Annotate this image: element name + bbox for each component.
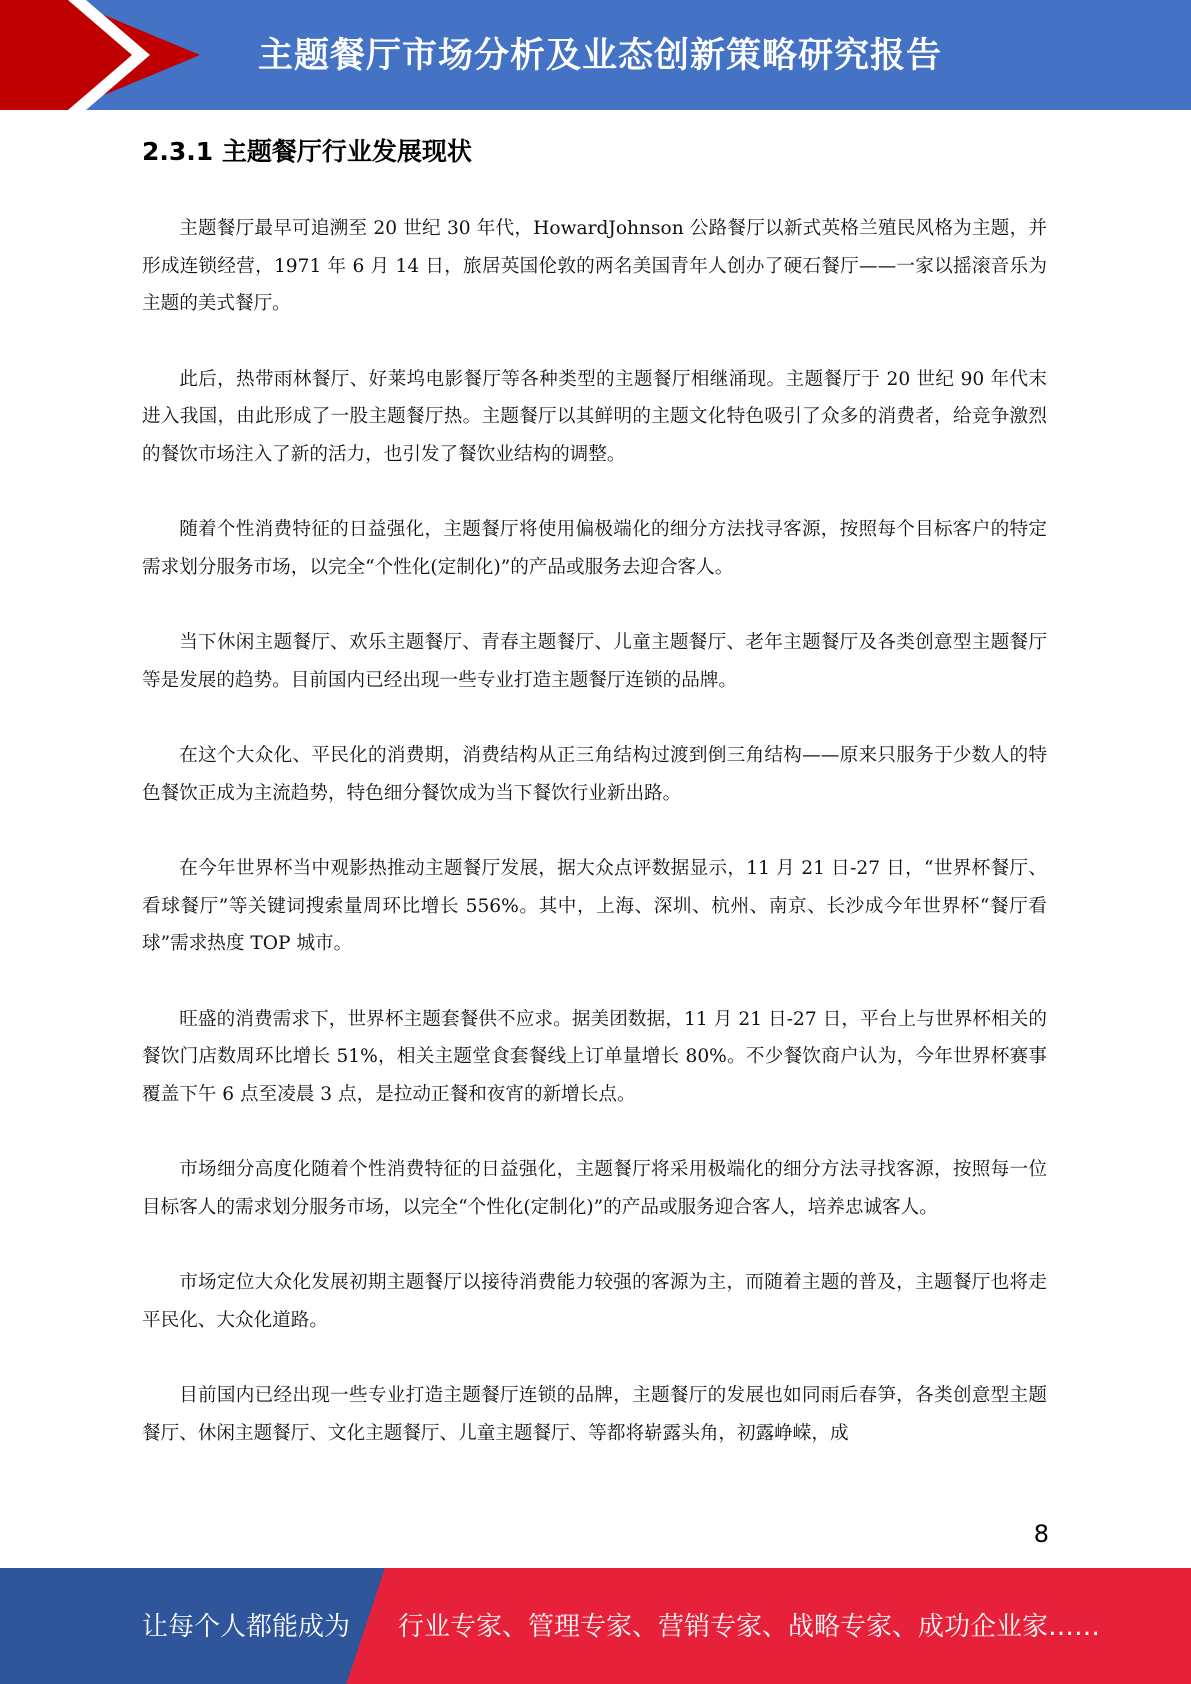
report-title: 主题餐厅市场分析及业态创新策略研究报告	[258, 36, 943, 76]
paragraph: 主题餐厅最早可追溯至 20 世纪 30 年代，HowardJohnson 公路餐厅以新式英格兰殖民风格为主题，并形成连锁经营，1971 年 6 月 14 日，旅居英国伦敦的两名美国青年人创办了硬石餐厅——一家以摇滚音乐为主题的美式餐厅。	[142, 218, 1047, 314]
footer-slogan-left: 让每个人都能成为	[142, 1612, 351, 1642]
header-chevron-icon	[68, 0, 150, 110]
paragraph: 当下休闲主题餐厅、欢乐主题餐厅、青春主题餐厅、儿童主题餐厅、老年主题餐厅及各类创意型主题餐厅等是发展的趋势。目前国内已经出现一些专业打造主题餐厅连锁的品牌。	[142, 632, 1047, 691]
section-heading: 2.3.1 主题餐厅行业发展现状	[142, 137, 472, 166]
header-banner	[0, 0, 1191, 110]
header-red-block	[0, 0, 68, 110]
paragraph: 此后，热带雨林餐厅、好莱坞电影餐厅等各种类型的主题餐厅相继涌现。主题餐厅于 20 世纪 90 年代末进入我国，由此形成了一股主题餐厅热。主题餐厅以其鲜明的主题文化特色吸引了众多的消费者，给竞争激烈的餐饮市场注入了新的活力，也引发了餐饮业结构的调整。	[142, 368, 1047, 465]
paragraph: 在这个大众化、平民化的消费期，消费结构从正三角结构过渡到倒三角结构——原来只服务于少数人的特色餐饮正成为主流趋势，特色细分餐饮成为当下餐饮行业新出路。	[142, 745, 1047, 804]
paragraph: 旺盛的消费需求下，世界杯主题套餐供不应求。据美团数据，11 月 21 日-27 日，平台上与世界杯相关的餐饮门店数周环比增长 51%，相关主题堂食套餐线上订单量增长 80%。不少餐饮商户认为，今年世界杯赛事覆盖下午 6 点至凌晨 3 点，是拉动正餐和夜宵的新增长点。	[142, 1008, 1047, 1105]
paragraph: 随着个性消费特征的日益强化，主题餐厅将使用偏极端化的细分方法找寻客源，按照每个目标客户的特定需求划分服务市场，以完全“个性化(定制化)”的产品或服务去迎合客人。	[142, 519, 1047, 578]
body-text	[142, 210, 1047, 1490]
footer-slogan-right: 行业专家、管理专家、营销专家、战略专家、成功企业家……	[398, 1612, 1101, 1642]
footer-banner	[0, 1568, 1191, 1684]
paragraph: 市场定位大众化发展初期主题餐厅以接待消费能力较强的客源为主，而随着主题的普及，主题餐厅也将走平民化、大众化道路。	[142, 1272, 1047, 1331]
paragraph: 市场细分高度化随着个性消费特征的日益强化，主题餐厅将采用极端化的细分方法寻找客源，按照每一位目标客人的需求划分服务市场，以完全“个性化(定制化)”的产品或服务迎合客人，培养忠诚客人。	[142, 1159, 1047, 1218]
paragraph: 目前国内已经出现一些专业打造主题餐厅连锁的品牌，主题餐厅的发展也如同雨后春笋，各类创意型主题餐厅、休闲主题餐厅、文化主题餐厅、儿童主题餐厅、等都将崭露头角，初露峥嵘，成	[142, 1385, 1047, 1444]
page-number: 8	[1033, 1520, 1049, 1548]
paragraph: 在今年世界杯当中观影热推动主题餐厅发展，据大众点评数据显示，11 月 21 日-27 日，“世界杯餐厅、看球餐厅”等关键词搜索量周环比增长 556%。其中，上海、深圳、杭州、南京、长沙成今年世界杯“餐厅看球”需求热度 TOP 城市。	[142, 858, 1047, 954]
